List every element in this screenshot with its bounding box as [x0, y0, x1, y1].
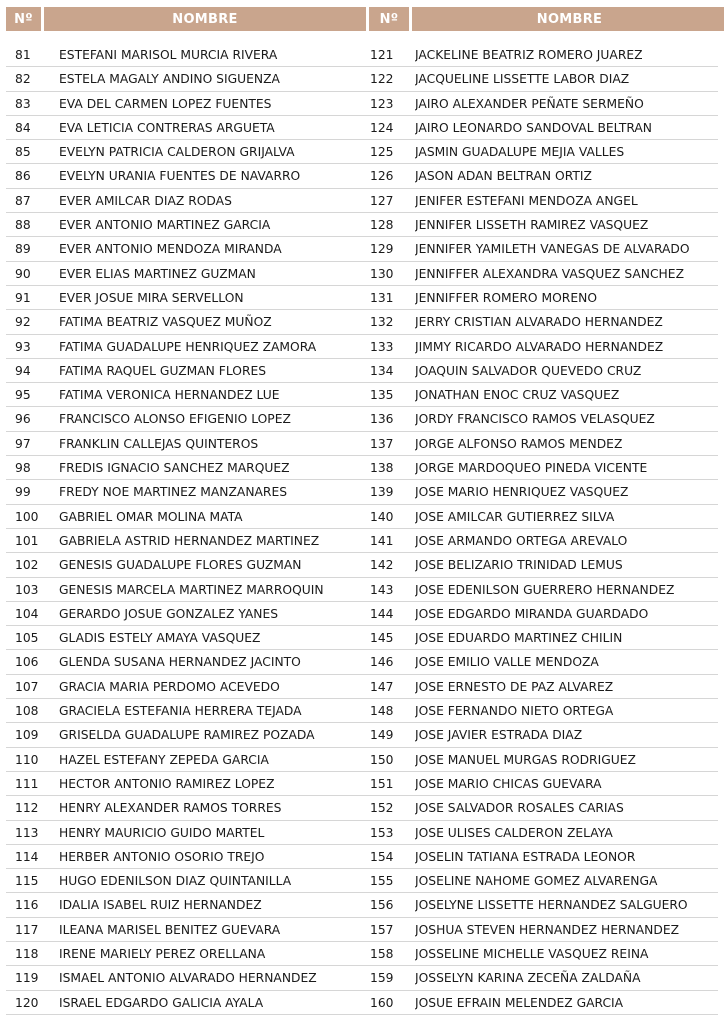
row-name-right: JENNIFER LISSETH RAMIREZ VASQUEZ	[415, 218, 649, 233]
row-name-left: ILEANA MARISEL BENITEZ GUEVARA	[59, 922, 281, 937]
row-name-left: EVER AMILCAR DIAZ RODAS	[59, 193, 232, 208]
row-name-right: JOAQUIN SALVADOR QUEVEDO CRUZ	[415, 363, 642, 378]
row-number-left: 81	[15, 48, 31, 62]
row-number-right: 135	[370, 388, 394, 403]
row-number-right: 140	[370, 509, 394, 524]
row-number-right: 126	[370, 169, 394, 184]
row-number-left: 119	[15, 971, 39, 986]
row-name-left: GRISELDA GUADALUPE RAMIREZ POZADA	[59, 728, 315, 743]
row-name-right: JENNIFFER ROMERO MORENO	[415, 290, 598, 305]
row-number-left: 92	[15, 315, 31, 330]
table-row	[6, 67, 718, 91]
table-row	[6, 821, 718, 845]
table-row	[6, 456, 718, 480]
row-number-left: 95	[15, 388, 31, 403]
row-number-left: 110	[15, 752, 39, 767]
row-name-left: FATIMA BEATRIZ VASQUEZ MUÑOZ	[59, 315, 272, 330]
row-name-right: JACQUELINE LISSETTE LABOR DIAZ	[415, 72, 630, 87]
row-number-right: 153	[370, 825, 394, 840]
row-number-left: 82	[15, 72, 31, 87]
table-row	[6, 650, 718, 674]
row-name-right: JOSE ERNESTO DE PAZ ALVAREZ	[415, 679, 614, 694]
row-number-left: 116	[15, 898, 39, 913]
table-row	[6, 262, 718, 286]
row-number-right: 133	[370, 339, 394, 354]
row-name-right: JOSE EMILIO VALLE MENDOZA	[415, 655, 599, 670]
row-number-left: 88	[15, 218, 31, 233]
row-number-right: 136	[370, 412, 394, 427]
table-row	[6, 335, 718, 359]
table-row	[6, 116, 718, 140]
table-row	[6, 991, 718, 1015]
row-name-right: JOSSELYN KARINA ZECEÑA ZALDAÑA	[415, 971, 641, 986]
row-name-right: JOSE FERNANDO NIETO ORTEGA	[415, 704, 614, 719]
table-row	[6, 845, 718, 869]
row-number-right: 155	[370, 874, 394, 889]
row-name-right: JASMIN GUADALUPE MEJIA VALLES	[415, 145, 625, 160]
row-name-left: EVELYN PATRICIA CALDERON GRIJALVA	[59, 145, 295, 160]
table-row	[6, 772, 718, 796]
row-number-left: 115	[15, 874, 39, 889]
table-row	[6, 529, 718, 553]
row-number-right: 143	[370, 582, 394, 597]
row-number-right: 149	[370, 728, 394, 743]
row-name-right: JOSE MARIO CHICAS GUEVARA	[415, 776, 602, 791]
table-row	[6, 359, 718, 383]
row-number-right: 151	[370, 776, 394, 791]
row-number-right: 123	[370, 96, 394, 111]
row-number-left: 89	[15, 242, 31, 257]
row-name-right: JOSE EDENILSON GUERRERO HERNANDEZ	[415, 582, 675, 597]
row-number-right: 159	[370, 971, 394, 986]
row-number-right: 125	[370, 145, 394, 160]
row-name-left: HENRY MAURICIO GUIDO MARTEL	[59, 825, 265, 840]
table-row	[6, 432, 718, 456]
row-name-right: JENIFER ESTEFANI MENDOZA ANGEL	[415, 193, 638, 208]
row-name-right: JOSE MANUEL MURGAS RODRIGUEZ	[415, 752, 636, 767]
row-name-left: IRENE MARIELY PEREZ ORELLANA	[59, 946, 266, 961]
table-row	[6, 213, 718, 237]
names-table	[6, 43, 718, 1015]
row-name-right: JOSE EDGARDO MIRANDA GUARDADO	[415, 606, 649, 621]
row-name-right: JERRY CRISTIAN ALVARADO HERNANDEZ	[415, 315, 663, 330]
row-name-left: GENESIS MARCELA MARTINEZ MARROQUIN	[59, 582, 324, 597]
row-number-left: 108	[15, 704, 39, 719]
row-name-left: FRANKLIN CALLEJAS QUINTEROS	[59, 436, 259, 451]
row-name-left: FREDIS IGNACIO SANCHEZ MARQUEZ	[59, 461, 290, 476]
row-number-left: 98	[15, 461, 31, 476]
row-number-left: 106	[15, 655, 39, 670]
table-row	[6, 796, 718, 820]
row-number-right: 158	[370, 946, 394, 961]
table-header	[6, 7, 724, 31]
row-name-left: GLENDA SUSANA HERNANDEZ JACINTO	[59, 655, 301, 670]
table-row	[6, 286, 718, 310]
row-number-right: 137	[370, 436, 394, 451]
row-name-left: FREDY NOE MARTINEZ MANZANARES	[59, 485, 288, 500]
row-number-right: 132	[370, 315, 394, 330]
row-number-left: 102	[15, 558, 39, 573]
row-number-left: 112	[15, 801, 39, 816]
row-number-right: 147	[370, 679, 394, 694]
table-row	[6, 480, 718, 504]
row-number-left: 118	[15, 946, 39, 961]
table-row	[6, 237, 718, 261]
table-row	[6, 164, 718, 188]
row-number-right: 138	[370, 461, 394, 476]
row-number-right: 130	[370, 266, 394, 281]
row-name-right: JORGE MARDOQUEO PINEDA VICENTE	[415, 461, 648, 476]
table-row	[6, 383, 718, 407]
table-row	[6, 918, 718, 942]
row-number-right: 156	[370, 898, 394, 913]
table-row	[6, 966, 718, 990]
row-number-left: 107	[15, 679, 39, 694]
row-name-right: JOSE ULISES CALDERON ZELAYA	[415, 825, 613, 840]
row-name-right: JONATHAN ENOC CRUZ VASQUEZ	[415, 388, 620, 403]
row-number-right: 121	[370, 48, 394, 62]
row-name-left: ISRAEL EDGARDO GALICIA AYALA	[59, 995, 264, 1010]
table-row	[6, 602, 718, 626]
row-name-right: JOSE JAVIER ESTRADA DIAZ	[415, 728, 583, 743]
table-row	[6, 407, 718, 431]
table-row	[6, 675, 718, 699]
table-row	[6, 893, 718, 917]
row-number-left: 113	[15, 825, 39, 840]
row-number-right: 145	[370, 631, 394, 646]
header-name-left: NOMBRE	[44, 7, 366, 31]
row-name-left: ESTEFANI MARISOL MURCIA RIVERA	[59, 48, 278, 62]
row-number-left: 86	[15, 169, 31, 184]
row-name-right: JORGE ALFONSO RAMOS MENDEZ	[415, 436, 623, 451]
row-number-left: 93	[15, 339, 31, 354]
row-name-left: HENRY ALEXANDER RAMOS TORRES	[59, 801, 282, 816]
row-number-left: 105	[15, 631, 39, 646]
row-name-left: FATIMA RAQUEL GUZMAN FLORES	[59, 363, 267, 378]
row-name-right: JACKELINE BEATRIZ ROMERO JUAREZ	[415, 48, 643, 62]
row-name-left: GERARDO JOSUE GONZALEZ YANES	[59, 606, 279, 621]
row-number-left: 114	[15, 849, 39, 864]
row-name-right: JOSELIN TATIANA ESTRADA LEONOR	[415, 849, 636, 864]
row-number-left: 109	[15, 728, 39, 743]
row-name-left: ISMAEL ANTONIO ALVARADO HERNANDEZ	[59, 971, 317, 986]
row-number-left: 99	[15, 485, 31, 500]
row-number-right: 128	[370, 218, 394, 233]
row-name-right: JORDY FRANCISCO RAMOS VELASQUEZ	[415, 412, 655, 427]
row-name-left: HAZEL ESTEFANY ZEPEDA GARCIA	[59, 752, 269, 767]
row-number-left: 85	[15, 145, 31, 160]
row-number-right: 129	[370, 242, 394, 257]
table-row	[6, 140, 718, 164]
row-number-left: 90	[15, 266, 31, 281]
row-number-right: 122	[370, 72, 394, 87]
row-name-left: EVA LETICIA CONTRERAS ARGUETA	[59, 120, 275, 135]
row-name-left: FATIMA GUADALUPE HENRIQUEZ ZAMORA	[59, 339, 317, 354]
header-name-right: NOMBRE	[412, 7, 724, 31]
row-number-left: 84	[15, 120, 31, 135]
row-name-left: HECTOR ANTONIO RAMIREZ LOPEZ	[59, 776, 275, 791]
table-row	[6, 505, 718, 529]
row-name-right: JOSE EDUARDO MARTINEZ CHILIN	[415, 631, 623, 646]
table-row	[6, 553, 718, 577]
table-row	[6, 626, 718, 650]
row-number-left: 101	[15, 533, 39, 548]
table-row	[6, 310, 718, 334]
table-row	[6, 92, 718, 116]
row-name-left: HUGO EDENILSON DIAZ QUINTANILLA	[59, 874, 292, 889]
row-name-left: GENESIS GUADALUPE FLORES GUZMAN	[59, 558, 302, 573]
table-row	[6, 699, 718, 723]
header-number-left: Nº	[6, 7, 41, 31]
row-number-right: 124	[370, 120, 394, 135]
row-name-left: GLADIS ESTELY AMAYA VASQUEZ	[59, 631, 261, 646]
row-name-left: EVER ELIAS MARTINEZ GUZMAN	[59, 266, 256, 281]
row-number-left: 91	[15, 290, 31, 305]
row-number-right: 141	[370, 533, 394, 548]
table-row	[6, 723, 718, 747]
row-number-left: 96	[15, 412, 31, 427]
row-name-left: GABRIEL OMAR MOLINA MATA	[59, 509, 243, 524]
row-name-left: GABRIELA ASTRID HERNANDEZ MARTINEZ	[59, 533, 320, 548]
row-number-right: 152	[370, 801, 394, 816]
row-number-right: 134	[370, 363, 394, 378]
row-number-right: 154	[370, 849, 394, 864]
row-number-left: 87	[15, 193, 31, 208]
table-row	[6, 748, 718, 772]
row-name-left: EVELYN URANIA FUENTES DE NAVARRO	[59, 169, 301, 184]
row-name-left: FATIMA VERONICA HERNANDEZ LUE	[59, 388, 280, 403]
row-number-left: 100	[15, 509, 39, 524]
row-name-right: JOSE AMILCAR GUTIERREZ SILVA	[415, 509, 615, 524]
row-name-right: JOSE BELIZARIO TRINIDAD LEMUS	[415, 558, 623, 573]
row-number-right: 144	[370, 606, 394, 621]
row-name-right: JASON ADAN BELTRAN ORTIZ	[415, 169, 592, 184]
row-name-right: JOSE ARMANDO ORTEGA AREVALO	[415, 533, 628, 548]
row-name-right: JOSELYNE LISSETTE HERNANDEZ SALGUERO	[415, 898, 688, 913]
row-number-right: 127	[370, 193, 394, 208]
row-name-right: JOSE MARIO HENRIQUEZ VASQUEZ	[415, 485, 629, 500]
row-name-right: JOSE SALVADOR ROSALES CARIAS	[415, 801, 624, 816]
row-name-right: JENNIFFER ALEXANDRA VASQUEZ SANCHEZ	[415, 266, 684, 281]
row-number-right: 146	[370, 655, 394, 670]
row-name-right: JOSUE EFRAIN MELENDEZ GARCIA	[415, 995, 624, 1010]
row-number-left: 83	[15, 96, 31, 111]
row-number-left: 94	[15, 363, 31, 378]
row-name-left: EVER ANTONIO MARTINEZ GARCIA	[59, 218, 271, 233]
row-number-left: 120	[15, 995, 39, 1010]
row-number-right: 139	[370, 485, 394, 500]
row-number-right: 160	[370, 995, 394, 1010]
row-number-left: 97	[15, 436, 31, 451]
row-number-right: 157	[370, 922, 394, 937]
row-name-right: JOSELINE NAHOME GOMEZ ALVARENGA	[415, 874, 658, 889]
row-name-left: FRANCISCO ALONSO EFIGENIO LOPEZ	[59, 412, 291, 427]
row-number-right: 150	[370, 752, 394, 767]
table-row	[6, 43, 718, 67]
row-name-right: JOSSELINE MICHELLE VASQUEZ REINA	[415, 946, 649, 961]
row-number-right: 142	[370, 558, 394, 573]
row-name-left: GRACIA MARIA PERDOMO ACEVEDO	[59, 679, 280, 694]
row-name-left: ESTELA MAGALY ANDINO SIGUENZA	[59, 72, 280, 87]
table-row	[6, 942, 718, 966]
row-name-left: HERBER ANTONIO OSORIO TREJO	[59, 849, 265, 864]
row-name-right: JAIRO ALEXANDER PEÑATE SERMEÑO	[415, 96, 644, 111]
row-number-left: 103	[15, 582, 39, 597]
row-name-right: JIMMY RICARDO ALVARADO HERNANDEZ	[415, 339, 664, 354]
row-name-left: EVA DEL CARMEN LOPEZ FUENTES	[59, 96, 272, 111]
row-number-left: 117	[15, 922, 39, 937]
row-number-left: 104	[15, 606, 39, 621]
table-row	[6, 869, 718, 893]
table-row	[6, 189, 718, 213]
row-number-right: 148	[370, 704, 394, 719]
row-name-left: GRACIELA ESTEFANIA HERRERA TEJADA	[59, 704, 302, 719]
row-name-right: JOSHUA STEVEN HERNANDEZ HERNANDEZ	[415, 922, 680, 937]
row-number-left: 111	[15, 776, 39, 791]
table-row	[6, 578, 718, 602]
header-number-right: Nº	[369, 7, 409, 31]
row-name-left: IDALIA ISABEL RUIZ HERNANDEZ	[59, 898, 262, 913]
row-name-right: JENNIFER YAMILETH VANEGAS DE ALVARADO	[415, 242, 690, 257]
row-name-left: EVER JOSUE MIRA SERVELLON	[59, 290, 244, 305]
row-number-right: 131	[370, 290, 394, 305]
row-name-right: JAIRO LEONARDO SANDOVAL BELTRAN	[415, 120, 652, 135]
row-name-left: EVER ANTONIO MENDOZA MIRANDA	[59, 242, 282, 257]
